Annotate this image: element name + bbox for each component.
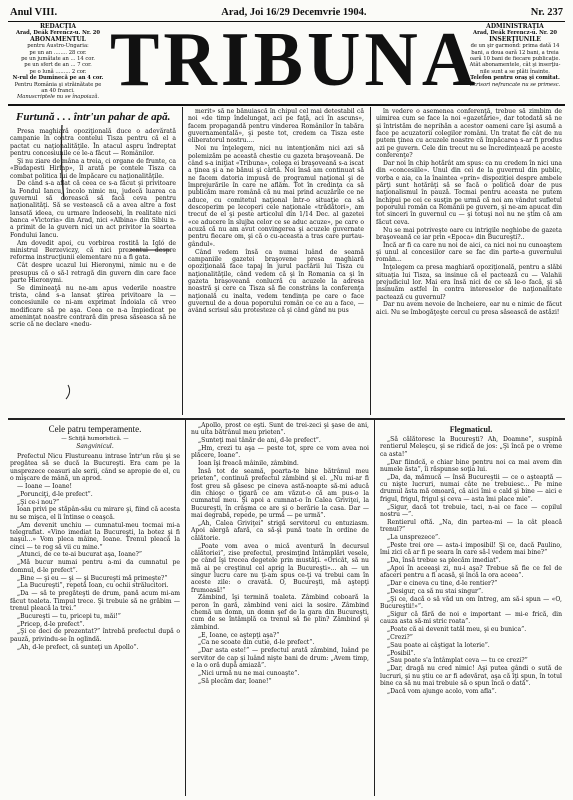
feuilleton-paragraph: „Sunteţi mai tânăr de ani, d-le prefect”.: [198, 437, 321, 445]
feuilleton-paragraph: „Am devenit unchiu — cumnatul-meu tocmai mi-a telegrafiat. «Vino imediat la Bucureşti, la botez şi fi naşul...» Vom pleca mâine, Ioane. Trenul pleacă la cinci — te rog să vii cu mine.”: [10, 521, 180, 551]
feuilleton-section-title: Sangvinicul.: [76, 443, 114, 450]
feuilleton-paragraph: „Sau poate s'a întâmplat ceva — tu ce crezi?”: [387, 657, 528, 665]
feuilleton-paragraph: „Să călătoresc la Bucureşti? Ah, Doamne”, suspină rentierul Meleşcu, şi se ridică de jos: „Şi încă pe o vreme ca asta!”: [380, 436, 562, 458]
article-paragraph: Când vedem însă ca numai luând de seamă campaniile gazetei braşovene presa maghiară opoziţională face tapaj în jurul pactării lui Tisza cu naţionalităţile, când vedem că şi în Romania ca şi în gazeta braşoveană conlucră cu acuzele la adresa noastră şi cere ca Tisza să fie constrâns la conferenţa naţională cu inalta, vedem tendinţa pe care o face guvernul de a doua poporului român ce ce au a face, — având scrisul său protesteze că şi când gând nu pus: [188, 248, 364, 315]
redactia-line: pe un sfert de an ... 7 cor.: [24, 62, 92, 69]
redactia-line: pe o lună ......... 2 cor.: [29, 68, 87, 75]
feuilleton-paragraph: „Peste trei ore — asta-i imposibil! Şi ce, dacă Paulino, îmi zici că ar fi pe seara în care să-l vedem mai bine?”: [380, 541, 562, 557]
feuilleton-paragraph: „Dar e cineva cu tine, d-le rentier?”: [387, 580, 498, 588]
feuilleton-paragraph: „Ah, d-le prefect, că sunteţi un Apollo”.: [17, 643, 139, 651]
feuilleton-paragraph: „Desigur, ca să nu stai singur”.: [387, 587, 484, 595]
administratia-address: Arad, Deák Ferencz-u. Nr. 20: [473, 30, 557, 37]
article-paragraph: Şi nu ziare de mâna a treia, ci organe de frunte, ca «Budapesti Hirlap», îl arată pe contele Tisza ca combat politica lui de împăcare cu naţionalităţile.: [10, 157, 176, 180]
feuilleton-paragraph: „Poate că ai devenit tatăl meu, şi eu bunica”.: [387, 626, 527, 634]
article-paragraph: Se dimineaţă nu ne-am apus vederile noastre trista, când s-a lansat ştirea privitoare la — concesiunile ce ni-am exprimat îndoiala că vreo modificare să pe aşa. Ceea ce n-a împiedicat pe ameninţat noastre contrară din presa săseasca să ne scrie că ne declare «nedu-: [10, 284, 176, 329]
administratia-line: Scrisori nefrancate nu se primesc.: [469, 81, 561, 88]
feuilleton-paragraph: „Şi ce, dacă o să văd un om întreg, am să-i spun — «O, Bucureştii!»”.: [380, 595, 562, 611]
feuilleton-paragraph: Ioan privi pe stăpân-său cu mirare şi, fiind că acesta nu se mişca, el îi întinse o ceaşcă.: [10, 506, 180, 521]
feuilleton-paragraph: „Dacă vom ajunge acolo, vom afla”.: [387, 687, 497, 695]
feuilleton-paragraph: „E, Ioane, ce aştepţi aşa?”: [198, 631, 280, 639]
feuilleton-paragraph: „Şi ce deci de prezentat?” întrebă prefectul după o pauză, privindu-se în oglindă.: [10, 628, 180, 643]
feuilleton-subtitle: — Schiţă humoristică. —: [61, 436, 129, 442]
margin-mark: [66, 385, 70, 399]
redactia-line: pentru Austro-Ungaria:: [27, 43, 89, 50]
issue-number: Nr. 237: [530, 6, 563, 18]
feuilleton-paragraph: „Să plecăm dar, Ioane!”: [198, 677, 272, 685]
redactia-line: pe un an ........ 28 cor.: [29, 49, 87, 56]
feuilleton-paragraph: „Pricep, d-le prefect”.: [17, 620, 85, 628]
feuilleton-paragraph: „Da, însă trebue sa plecăm imediat”.: [387, 557, 501, 564]
feuilleton-title: Cele patru temperamente.: [48, 424, 142, 434]
feuilleton-paragraph: Zâmbind, îşi termină toaleta. Zâmbind coboară la peron în gară, zâmbind veni aici la sosire. Zâmbind chemă un domn, un domn şef de la gara din Bucureşti, cum de se întâmplă ca trenul să fie plin? Zâmbind şi zâmbind.: [191, 594, 369, 631]
feuilleton-paragraph: „Nici urmă nu ne mai cunoaşte”.: [198, 669, 300, 677]
insertiuni-title: INSERŢIUNILE: [489, 35, 541, 43]
feuilleton-paragraph: „Ah, Calea Griviţei” strigă servitorul cu entuziasm. Apoi alergă afară, ca să-şi pună toate în ordine de călătorie.: [191, 519, 369, 542]
article-paragraph: Dar nu avem nevoie de încheiere, ear nu e nimic de făcut aici. Nu se îmbogăţeşte cercul cu presa săsească de astăzi!: [376, 301, 562, 316]
feuilleton-paragraph: „Apoi în aceeaşi zi, nu-i aşa? Trebue să fie ce fel de afaceri pentru a fi acasă, şi încă la ora aceea”.: [380, 564, 562, 580]
feuilleton-paragraph: „Ca ne scoate din cutie, d-le prefect”.: [198, 639, 315, 647]
article-paragraph: Înţelegem ca presa maghiară opoziţională, pentru a slăbi situaţia lui Tisza, sa insinue că el pactează cu — Valahii prejudiciul lor. Mai era însă nici de ce să le-o facă, şi să insinuăm astfel în contra intereselor de naţionalitate pactează cu guvernul?: [376, 264, 562, 301]
administratia-line: Atât abonamentele, cât şi inserţiu-: [469, 62, 561, 69]
feuilleton-paragraph: „Atunci, de ce te-ai bucurat aşa, Ioane?”: [17, 551, 143, 559]
feuilleton-paragraph: „Apollo, prost ce eşti. Sunt de trei-zeci şi şase de ani, nu uita bătrânul meu prieten”.: [191, 422, 369, 437]
feuilleton-paragraph: „Hm, crezi tu aşa — peste tot, spre ce vom avea noi plăcere, Ioane”.: [191, 445, 369, 460]
administratia-line: de un şir garmond: prima dată 14: [470, 43, 560, 50]
administratia-line: Telefon pentru oraş şi comitat.: [470, 75, 560, 82]
redactia-title: REDACŢIA: [39, 23, 77, 30]
article-paragraph: Încă ar fi ca care nu noi de aici, ca nici noi nu cunoaştem şi unul al concesiilor care se fac din parte-a guvernului român...: [376, 241, 562, 264]
feuilleton-paragraph: „Dar asta este!” — prefectul arată zâmbind, luând pe servitor de cap şi luând nişte bani de drum: „Avem timp, e la o oră după amiază”.: [191, 647, 369, 669]
feuilleton-paragraph: „Posibil”.: [387, 649, 416, 657]
administratia-line: nile sunt a se plăti înainte.: [480, 68, 550, 75]
administratia-line: bani, a doua oară 12 bani, a treia: [471, 49, 559, 56]
feuilleton-paragraph: „Porunciţi, d-le prefect”.: [17, 490, 93, 498]
feuilleton-paragraph: „Sigur că fără de noi e important — mi-e frică, din cauza asta să-mi stric roata”.: [380, 610, 562, 626]
article-title: Furtună . . . într'un pahar de apă.: [16, 111, 171, 123]
feuilleton-paragraph: Rentierul oftă. „Na, din partea-mi — la cât pleacă trenul?”: [380, 518, 562, 534]
feuilleton-paragraph: Însă tot de seamă, poarta-te bine bătrânul meu prieten”, continuă prefectul zâmbind şi el. „Nu mi-ar fi fost greu să găsesc pe cineva astă-noapte să-mi aducă din chioşc o ţigară ce am văzut-o că am pus-o la cumnatul meu. Şi apoi a cumnat-o în Calea Griviţei, la Bucureşti, în crâşma ce are şi o berărie la casa. Dar — mai degrabă, repede, pe urmă — pe urmă”.: [191, 468, 369, 520]
article-paragraph: Dar noi în chip hotărât am spus: ca nu credem în nici una din «concesiile». Unul din cei de la guvernul din public, vorba e aia, ca la înaintea «prin» dispoziţiei despre ambele părţi sunt hotărâţi să se facă o politică doar de pus naţionalismul în pauză. Tocmai pentru aceasta ne putem închipui pe cei ce susţin pe urmă că noi am vândut sufletul poporului român ca Românii pe guvern, şi ne-am apucat din tot sinceri în guvernul cu — şi totuşi noi nu ne ştim că am făcut ceva.: [376, 159, 562, 226]
year-label: Anul VIII.: [10, 6, 58, 18]
newspaper-logo: TRIBUNA: [110, 16, 480, 104]
article-paragraph: merit» să ne bănuiască în chipul cel mai detestabil că noi «de timp îndelungat, aci pe faţă, aci în ascuns», facem propagandă pentru vinderea Românilor în tabăra guvernamentală», şi peste tot, credem ca Tisza este eliberatorul nostru....: [188, 108, 364, 145]
redactia-address: Arad, Deák Ferencz-u. Nr. 20: [16, 30, 100, 37]
redactia-line: Manuscriptele nu se înapoiază.: [16, 94, 100, 101]
feuilleton-paragraph: „Dar fiindcă, e chiar bine pentru noi ca mai avem din numele ăsta”, îi răspunse soţia lui.: [380, 458, 562, 473]
redactia-line: pe un jumătate an ... 14 cor.: [21, 56, 95, 63]
article-paragraph: Cât despre ucazul lui Hieronymi, nimic nu e de presupus că o să-l retragă din guvern din care face parte Hieronymi.: [10, 262, 176, 284]
margin-mark: [61, 125, 64, 200]
feuilleton-paragraph: „Poate vom avea o mică aventură în decursul călătoriei”, zise prefectul, presimţind întâmplări vesele, pe când îşi trecea degetele prin mustăţi. «Oricât, să nu mă ai pe creştinul cel aprig la Bucureşti»... ah — un singur lucru care nu ţi-am spus ce-ţi va trebui cam în aceste zile: o cravată. O, Bucureşti, mă aştepţi frumoasă!”: [191, 542, 369, 594]
feuilleton-paragraph: „La Bucureşti”, repetă Ioan, cu ochii strălucitori.: [17, 582, 169, 590]
redactia-line: Pentru România şi străinătate pe: [14, 81, 102, 88]
feuilleton-paragraph: „Crezi?”: [387, 633, 413, 641]
place-date: Arad, Joi 16/29 Decemvrie 1904.: [221, 6, 367, 18]
redactia-line: N-rul de Duminecă pe an 4 cor.: [12, 75, 104, 82]
redactia-line: an 40 franci.: [41, 88, 75, 95]
abonament-title: ABONAMENTUL: [30, 35, 86, 43]
article-paragraph: în vedere o asemenea conferenţă, trebue să zimbim de uimirea cum se face la noi «gazetărie», dar totodată să ne şi întristăm de neprihăn a acestor oameni care îşi asumă a face pe acuzatorii colegilor români. Un tratat fie cât de nu putem ţinea cu acuzele noastre că împăcarea s-ar fi produs azi pe guvern. Cele din trecut nu se încredinţează pe aceste conferenţe?: [376, 108, 562, 160]
feuilleton-paragraph: „Dar, dragă nu cred nimic! Aşi putea gândi o sută de lucruri, şi nu ştiu ce ar fi adevărat, aşa că îţi spun, în totul bine ca să nu mai trebuie să o spun încă o dată”.: [380, 665, 562, 687]
feuilleton-paragraph: „Bucureşti — tu, pricepi tu, măi!”: [17, 612, 121, 620]
feuilleton-paragraph: „Şi ce-i nou?”: [17, 498, 60, 506]
administratia-line: oară 10 bani de fiecare publicaţie.: [469, 56, 561, 63]
feuilleton-paragraph: „Da — să te pregăteşti de drum, pană acum mi-am făcut toaleta. Timpul trece. Şi trebuie să ne grăbim — trenul pleacă la trei.”: [10, 590, 180, 612]
feuilleton-paragraph: „Da, da, mămucă — însă Bucureştii — ce o aşteaptă — cu nişte lucruri, numai câte ne trebuiesc... Pe mine drumul ăsta mă omoară, că aici îmi e cald şi bine — aici e frigul, frigul, frigul şi ceva — asta îmi place mie”.: [380, 473, 562, 503]
article-paragraph: De când s-a aflat că ceea ce s-a făcut şi privitoare la Fondul Iancu, încolo nimic nu, judecă luarea ca guvernul să dorească să facă ceva pentru naţionalităţi. Să se vestească că a avea altre a fost lansată ideea, cu urmare îndeosebi, în realitate nici banca «Victoria» din Arad, nici «Albina» din Sibiu n-a primit de la guvern nici un act privitor la soartea Fondului Iancu.: [10, 180, 176, 239]
feuilleton-paragraph: „Mă bucur numai pentru a-mi da cumnatul pe domnul, d-le prefect”.: [10, 559, 180, 574]
feuilleton-section-title: Flegmaticul.: [449, 425, 493, 434]
article-paragraph: Noi nu înţelegem, nici nu intenţionăm nici azi să polemizăm pe această chestie cu gazeta braşoveană. De când s-a iniţiat «Tribuna», colega ei braşoveană s-a iscat a ţinea şi a ne bănui şi cârtă. Noi însă am continuat să ne facem datoria impusă de programul naţional şi de împrejurările în care ne aflăm. Tot în credinţa ca să publicăm mare română că nu mai prind acuzările ce ne aduce, cu comitetul naţional într-o situaţie ca să descoperim pe lecoperi cele naţionale «trădători», am trecut de el şi peste articolul din 1/14 Dec. al gazetei «ce aducere în slujba celor ce se aduc acuze», pe care o acuză că nu am avut convingerea şi acuzele guvernate pentru fiecare om, şi că o cu-aceasta a tras care purtau-gândul».: [188, 145, 364, 248]
feuilleton-paragraph: Ioan îşi freacă mâinile, zâmbind.: [198, 460, 299, 468]
feuilleton-paragraph: — Ioane — Ioane!: [17, 482, 72, 490]
feuilleton-paragraph: „Bine — şi eu — şi — şi Bucureşti mă primeşte?”: [17, 574, 168, 582]
article-paragraph: Am dovedit apoi, cu vorbirea rostită la Igló de ministrul Berzeviczy, că nici prezentul despre reforma instrucţiunii elementare nu a fi gata.: [10, 239, 176, 262]
administratia-title: ADMINISTRAŢIA: [486, 23, 544, 30]
article-paragraph: Presa maghiară opoziţională duce o adevărată campanie în contra contelui Tisza pentru că el a pactat cu naţionalităţile. În atacul aspru îndreptat pentru concesiunile ce le-a făcut — Românilor.: [10, 128, 176, 158]
feuilleton-paragraph: „La unsprezece”.: [387, 533, 441, 541]
feuilleton-paragraph: „Sau poate ai câştigat la loterie”.: [387, 641, 490, 649]
feuilleton-paragraph: Prefectul Nicu Flustureanu intrase într'un rău şi se pregătea să se ducă la Bucureşti. Era cam pe la unsprezece ceasuri ale serii, când se apropie de el, cu o mişcare de mână, un aprod.: [10, 453, 180, 483]
article-paragraph: Nu se mai potriveşte oare cu intrigile neghiobe de gazeta braşoveană ce iar prin «Epoca» din Bucureşti?..: [376, 226, 562, 241]
feuilleton-paragraph: „Sigur, dacă tot trebuie, taci, n-ai ce face — copilul nostru —”.: [380, 503, 562, 518]
